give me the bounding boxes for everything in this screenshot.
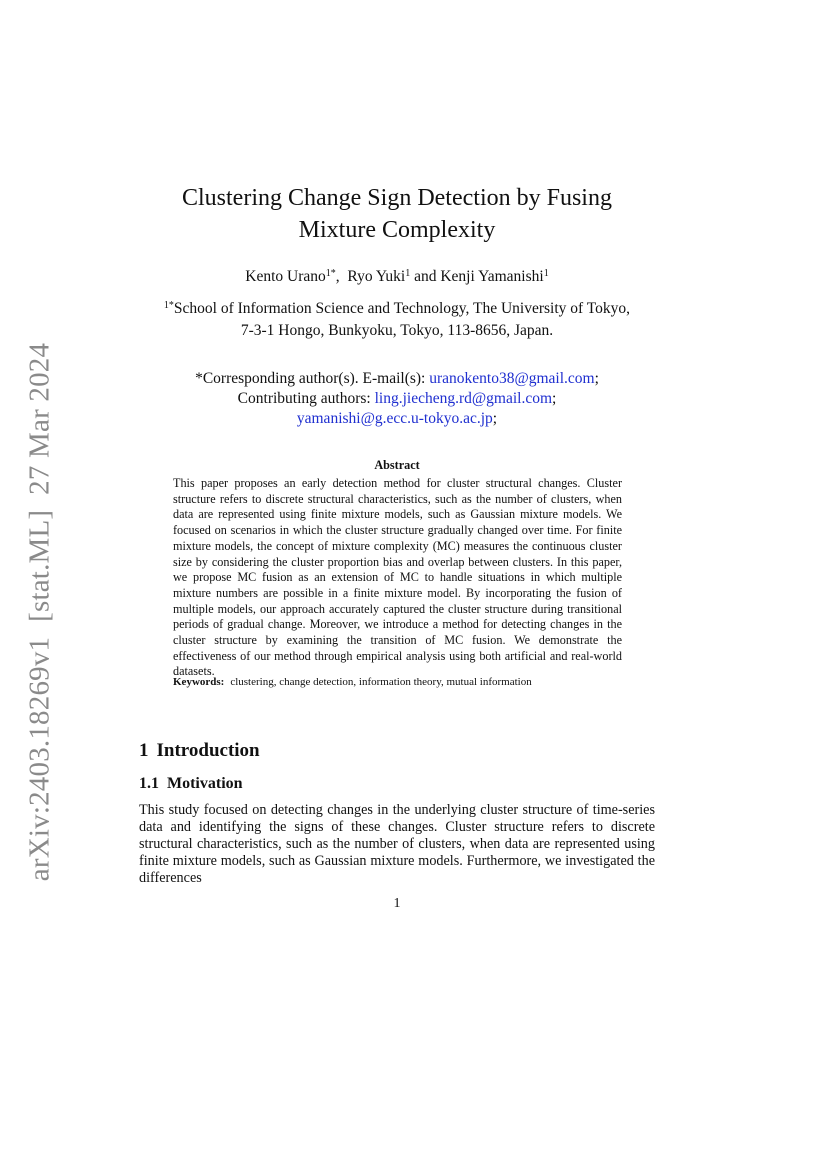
affiliation-line-1: School of Information Science and Technology, The University of Tokyo,	[173, 300, 631, 317]
abstract-text: This paper proposes an early detection method for cluster structural changes. Cluster structure refers to discrete structural characteristics, such as the number of clusters, when data are represented using finite mixture models, such as Gaussian mixture models. We focused on scenarios in which the cluster structure gradually changed over time. For finite mixture models, the concept of mixture complexity (MC) measures the continuous cluster size by considering the cluster proportion bias and overlap between clusters. In this paper, we propose MC fusion as an extension of MC to handle situations in which multiple mixture numbers are possible in a finite mixture model. By incorporating the fusion of multiple models, our approach accurately captured the cluster structure during transitional periods of gradual change. Moreover, we introduce a method for detecting changes in the cluster structure by examining the transition of MC fusion. We demonstrate the effectiveness of our method through empirical analysis using both artificial and real-world datasets.	[173, 476, 622, 679]
subsection-title: Motivation	[167, 775, 243, 792]
abstract-heading: Abstract	[374, 458, 420, 472]
contributing-email-link[interactable]: ling.jiecheng.rd@gmail.com	[374, 390, 553, 407]
separator: ;	[594, 370, 599, 387]
separator: ;	[552, 390, 557, 407]
contributing-authors-label: Contributing authors:	[237, 390, 375, 407]
separator: ;	[492, 410, 498, 427]
paper-title	[0, 182, 794, 246]
contributing-email-link[interactable]: yamanishi@g.ecc.u-tokyo.ac.jp	[296, 410, 493, 427]
subsection-number: 1.1	[139, 775, 159, 792]
author-name: Kenji Yamanishi	[440, 268, 544, 285]
section-title: Introduction	[156, 740, 260, 761]
author-list: Kento Urano$^{1*}$, Ryo Yuki$^1$ and Kenji Yamanishi$^1$	[245, 268, 549, 285]
keywords-text: clustering, change detection, information theory, mutual information	[230, 676, 532, 688]
contact-block	[0, 369, 794, 429]
affiliation-mark: 1*	[163, 300, 174, 311]
arxiv-identifier-stamp: arXiv:2403.18269v1 [stat.ML] 27 Mar 2024	[23, 342, 56, 882]
corresponding-email-link[interactable]: uranokento38@gmail.com	[429, 370, 595, 387]
affiliation	[0, 298, 794, 342]
author-affiliation-mark: 1*	[325, 268, 336, 279]
author-joiner: and	[410, 268, 441, 285]
subsection-heading	[139, 773, 243, 795]
corresponding-author-label: *Corresponding author(s). E-mail(s):	[195, 370, 430, 387]
body-paragraph: This study focused on detecting changes in the underlying cluster structure of time-series data and identifying the signs of these changes. Cluster structure refers to discrete structural characteristics, such as the number of clusters, when data are represented using finite mixture models, such as Gaussian mixture models. Furthermore, we investigated the differences	[139, 802, 655, 886]
section-number: 1	[139, 740, 149, 761]
page-number: 1	[393, 896, 401, 911]
keywords-label: Keywords:	[173, 676, 225, 688]
author-affiliation-mark: 1	[543, 268, 549, 279]
section-heading	[139, 739, 260, 763]
keywords	[173, 675, 633, 690]
author-name: Kento Urano	[245, 268, 326, 285]
author-affiliation-mark: 1	[405, 268, 411, 279]
title-line-1: Clustering Change Sign Detection by Fusing	[182, 185, 612, 211]
affiliation-line-2: 7-3-1 Hongo, Bunkyoku, Tokyo, 113-8656, Japan.	[240, 322, 554, 339]
author-name: Ryo Yuki	[347, 268, 406, 285]
title-line-2: Mixture Complexity	[298, 217, 496, 243]
